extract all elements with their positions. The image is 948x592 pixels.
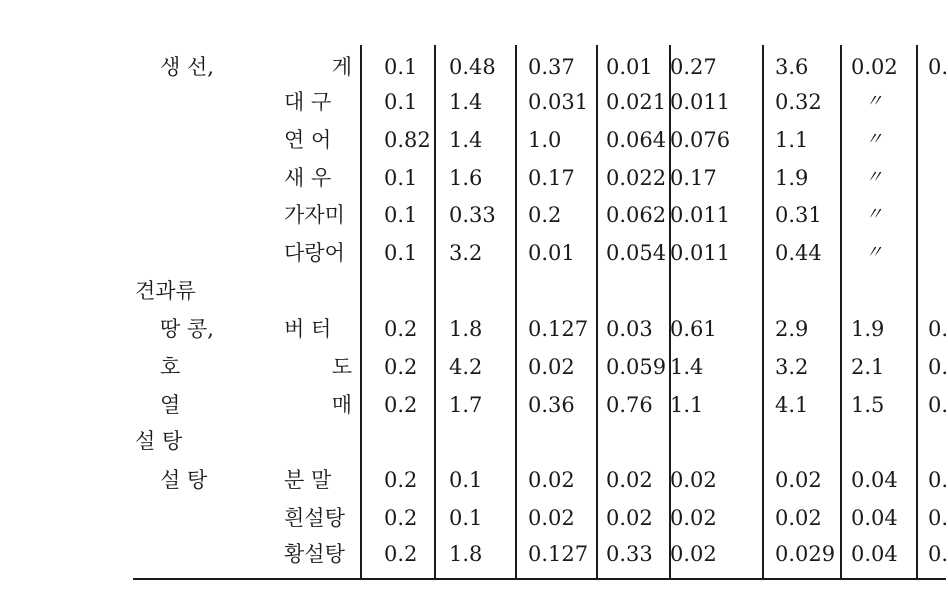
section-heading: 설 탕 [135, 429, 183, 453]
table-cell: 〃 [865, 167, 883, 188]
table-cell: 0.127 [528, 542, 589, 566]
table-cell: 0.127 [528, 317, 589, 341]
table-cell: 0.1 [449, 506, 483, 530]
table-cell: 1.1 [775, 128, 809, 152]
table-cell: 0.064 [606, 128, 667, 152]
table-cell: 0.04 [851, 506, 898, 530]
table-cell: 0.31 [775, 203, 822, 227]
table-cell: 〃 [865, 242, 883, 263]
food-category: 열 [160, 393, 181, 417]
table-cell: 0. [928, 468, 948, 492]
table-cell: 1.6 [449, 166, 483, 190]
table-cell: 1.5 [851, 393, 885, 417]
section-heading: 견과류 [135, 279, 196, 303]
table-cell: 0.02 [775, 506, 822, 530]
table-cell: 0.02 [670, 542, 717, 566]
table-cell: 0. [928, 355, 948, 379]
table-cell: 0.37 [528, 55, 575, 79]
food-category: 호 [160, 355, 181, 379]
column-rule [916, 45, 918, 578]
table-cell: 0.32 [775, 90, 822, 114]
table-cell: 0.02 [670, 468, 717, 492]
table-cell: 0.48 [449, 55, 496, 79]
table-cell: 0.054 [606, 241, 667, 265]
table-cell: 0.2 [384, 317, 418, 341]
food-item: 대 구 [284, 90, 332, 114]
food-item: 황설탕 [284, 542, 345, 566]
table-cell: 0.1 [384, 55, 418, 79]
table-cell: 0.011 [670, 90, 731, 114]
table-cell: 3.2 [775, 355, 809, 379]
table-cell: 1.8 [449, 317, 483, 341]
column-rule [762, 45, 764, 578]
table-cell: 0.022 [606, 166, 667, 190]
table-cell: 0.02 [528, 468, 575, 492]
table-cell: 0.076 [670, 128, 731, 152]
table-cell: 4.1 [775, 393, 809, 417]
table-cell: 0.82 [384, 128, 431, 152]
table-cell: 0.02 [851, 55, 898, 79]
table-cell: 0.011 [670, 241, 731, 265]
table-cell: 0.1 [449, 468, 483, 492]
table-cell: 3.2 [449, 241, 483, 265]
table-cell: 0.1 [384, 90, 418, 114]
table-cell: 1.9 [851, 317, 885, 341]
column-rule [360, 45, 362, 578]
table-cell: 0.04 [851, 468, 898, 492]
column-rule [434, 45, 436, 578]
table-cell: 0.02 [606, 506, 653, 530]
table-cell: 0. [928, 55, 948, 79]
table-cell: 0.1 [384, 166, 418, 190]
food-category: 생 선, [160, 55, 214, 79]
food-item: 분 말 [284, 468, 332, 492]
table-cell: 1.0 [528, 128, 562, 152]
table-cell: 0.1 [384, 241, 418, 265]
table-cell: 0.2 [384, 393, 418, 417]
table-cell: 2.1 [851, 355, 885, 379]
table-cell: 0.17 [670, 166, 717, 190]
table-cell: 0.021 [606, 90, 667, 114]
food-item: 도 [331, 355, 352, 379]
table-cell: 0.02 [528, 506, 575, 530]
column-rule [515, 45, 517, 578]
table-cell: 0.2 [384, 355, 418, 379]
column-rule [669, 45, 671, 578]
table-cell: 1.4 [670, 355, 704, 379]
table-cell: 1.4 [449, 90, 483, 114]
table-cell: 0.02 [528, 355, 575, 379]
table-cell: 0.02 [775, 468, 822, 492]
table-cell: 1.1 [670, 393, 704, 417]
food-item: 버 터 [284, 317, 332, 341]
food-item: 다랑어 [284, 241, 345, 265]
table-cell: 1.7 [449, 393, 483, 417]
table-cell: 0.03 [606, 317, 653, 341]
table-cell: 0.2 [384, 542, 418, 566]
table-cell: 2.9 [775, 317, 809, 341]
table-cell: 0. [928, 542, 948, 566]
table-cell: 0.76 [606, 393, 653, 417]
table-cell: 0. [928, 506, 948, 530]
table-cell: 0.44 [775, 241, 822, 265]
table-cell: 4.2 [449, 355, 483, 379]
food-item: 게 [331, 55, 352, 79]
table-cell: 0. [928, 393, 948, 417]
food-item: 매 [331, 393, 352, 417]
table-cell: 0.36 [528, 393, 575, 417]
table-cell: 0.011 [670, 203, 731, 227]
table-cell: 0.2 [528, 203, 562, 227]
table-cell: 1.4 [449, 128, 483, 152]
table-cell: 0.27 [670, 55, 717, 79]
bottom-rule [133, 578, 946, 580]
food-item: 가자미 [284, 203, 345, 227]
table-cell: 0.1 [384, 203, 418, 227]
table-cell: 0.2 [384, 468, 418, 492]
table-cell: 1.8 [449, 542, 483, 566]
table-cell: 0.33 [449, 203, 496, 227]
table-cell: 〃 [865, 91, 883, 112]
table-cell: 0.04 [851, 542, 898, 566]
table-cell: 0.17 [528, 166, 575, 190]
table-cell: 3.6 [775, 55, 809, 79]
table-cell: 0.61 [670, 317, 717, 341]
table-cell: 0.33 [606, 542, 653, 566]
column-rule [840, 45, 842, 578]
table-cell: 0.029 [775, 542, 836, 566]
table-cell: 0. [928, 317, 948, 341]
table-cell: 0.02 [670, 506, 717, 530]
table-cell: 0.031 [528, 90, 589, 114]
table-cell: 0.01 [528, 241, 575, 265]
food-item: 흰설탕 [284, 506, 345, 530]
table-cell: 〃 [865, 204, 883, 225]
food-category: 땅 콩, [160, 317, 214, 341]
table-cell: 0.2 [384, 506, 418, 530]
food-item: 새 우 [284, 166, 332, 190]
column-rule [596, 45, 598, 578]
table-cell: 0.062 [606, 203, 667, 227]
table-cell: 0.02 [606, 468, 653, 492]
table-cell: 0.01 [606, 55, 653, 79]
table-cell: 0.059 [606, 355, 667, 379]
food-category: 설 탕 [160, 468, 208, 492]
table-cell: 〃 [865, 129, 883, 150]
food-item: 연 어 [284, 128, 332, 152]
table-cell: 1.9 [775, 166, 809, 190]
